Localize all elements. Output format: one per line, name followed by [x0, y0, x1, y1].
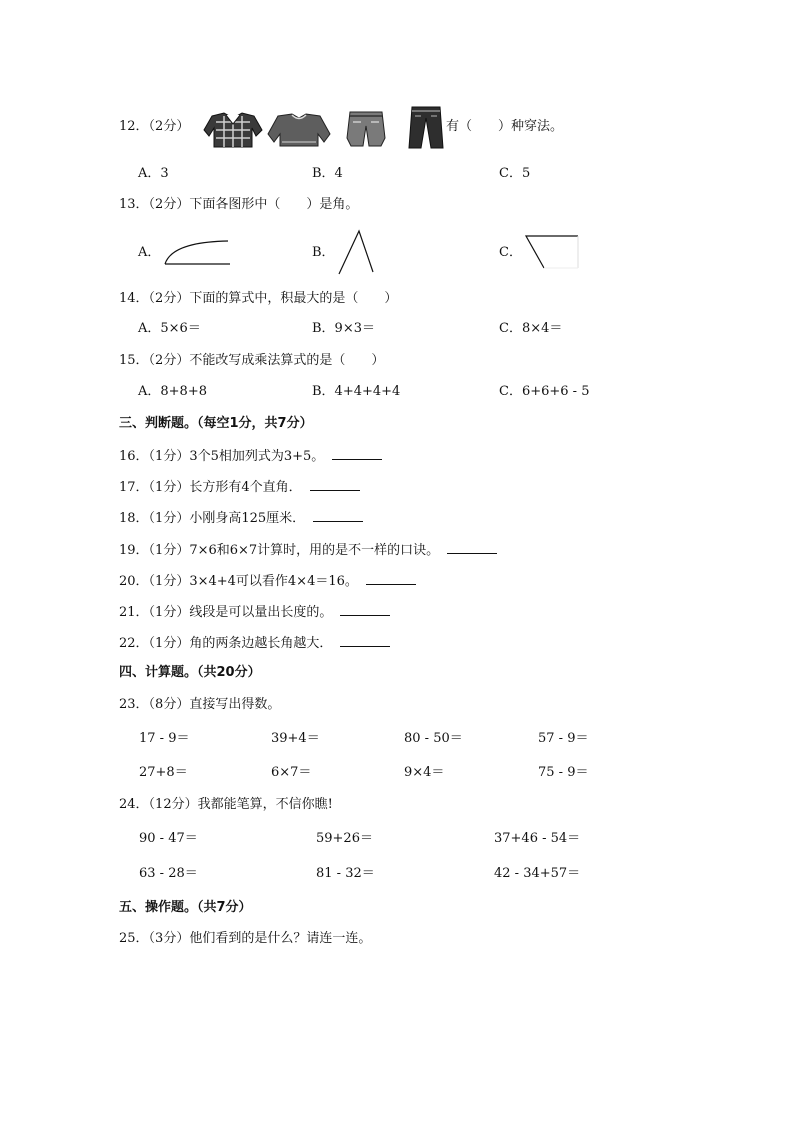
q14-option-a: A．5×6＝	[138, 321, 201, 336]
judge-text: 16．（1分）3个5相加列式为3+5。	[119, 449, 325, 464]
judge-text: 19．（1分）7×6和6×7计算时，用的是不一样的口诀。	[119, 543, 440, 558]
sweater-icon	[266, 112, 332, 148]
calc-item: 75 - 9＝	[538, 765, 589, 780]
q14-option-c: C．8×4＝	[499, 321, 563, 336]
q13-label-b: B．	[312, 245, 335, 260]
calc-item: 17 - 9＝	[139, 731, 190, 746]
judge-item-18	[119, 509, 363, 527]
trousers-icon	[406, 104, 446, 152]
q12-number: 12．（2分）	[119, 119, 190, 134]
judge-text: 22．（1分）角的两条边越长角越大．	[119, 636, 333, 651]
q15-option-b: B．4+4+4+4	[312, 384, 401, 399]
judge-text: 21．（1分）线段是可以量出长度的。	[119, 605, 333, 620]
judge-item-17	[119, 478, 360, 496]
q12-option-c: C．5	[499, 166, 531, 181]
judge-item-22	[119, 634, 390, 652]
calc-item: 90 - 47＝	[139, 831, 198, 846]
calc-item: 6×7＝	[271, 765, 312, 780]
section-calculation-heading: 四、计算题。（共20分）	[119, 665, 261, 680]
answer-blank[interactable]	[313, 509, 363, 522]
judge-item-19	[119, 541, 497, 559]
curved-figure-icon	[160, 236, 234, 266]
calc-item: 80 - 50＝	[404, 731, 463, 746]
answer-blank[interactable]	[447, 541, 497, 554]
judge-text: 20．（1分）3×4+4可以看作4×4＝16。	[119, 574, 358, 589]
judge-item-20	[119, 572, 416, 590]
q14-text: 14．（2分）下面的算式中，积最大的是（ ）	[119, 291, 398, 306]
shorts-icon	[345, 108, 387, 150]
open-figure-icon	[520, 232, 582, 272]
section-operation-heading: 五、操作题。（共7分）	[119, 900, 252, 915]
q13-label-a: A．	[138, 245, 161, 260]
calc-item: 42 - 34+57＝	[494, 866, 581, 881]
calc-item: 37+46 - 54＝	[494, 831, 581, 846]
judge-item-16	[119, 447, 382, 465]
answer-blank[interactable]	[340, 603, 390, 616]
q12-option-a: A．3	[138, 166, 169, 181]
calc-item: 81 - 32＝	[316, 866, 375, 881]
q15-option-a: A．8+8+8	[138, 384, 207, 399]
answer-blank[interactable]	[310, 478, 360, 491]
judge-text: 18．（1分）小刚身高125厘米．	[119, 511, 306, 526]
answer-blank[interactable]	[332, 447, 382, 460]
calc-item: 59+26＝	[316, 831, 373, 846]
calc-item: 9×4＝	[404, 765, 445, 780]
q14-option-b: B．9×3＝	[312, 321, 375, 336]
plaid-jacket-icon	[202, 110, 264, 150]
q25-text: 25．（3分）他们看到的是什么？请连一连。	[119, 931, 372, 946]
calc-item: 57 - 9＝	[538, 731, 589, 746]
calc-item: 27+8＝	[139, 765, 188, 780]
answer-blank[interactable]	[366, 572, 416, 585]
q15-text: 15．（2分）不能改写成乘法算式的是（ ）	[119, 353, 385, 368]
q23-text: 23．（8分）直接写出得数。	[119, 697, 281, 712]
q24-text: 24．（12分）我都能笔算，不信你瞧!	[119, 797, 333, 812]
judge-text: 17．（1分）长方形有4个直角．	[119, 480, 302, 495]
q12-option-b: B．4	[312, 166, 343, 181]
q12-tail: 有（ ）种穿法。	[446, 119, 564, 134]
calc-item: 39+4＝	[271, 731, 320, 746]
q15-option-c: C．6+6+6 - 5	[499, 384, 590, 399]
judge-item-21	[119, 603, 390, 621]
section-judgement-heading: 三、判断题。（每空1分，共7分）	[119, 416, 313, 431]
angle-figure-icon	[336, 228, 378, 276]
answer-blank[interactable]	[340, 634, 390, 647]
calc-item: 63 - 28＝	[139, 866, 198, 881]
q13-text: 13．（2分）下面各图形中（ ）是角。	[119, 197, 359, 212]
q13-label-c: C．	[499, 245, 522, 260]
